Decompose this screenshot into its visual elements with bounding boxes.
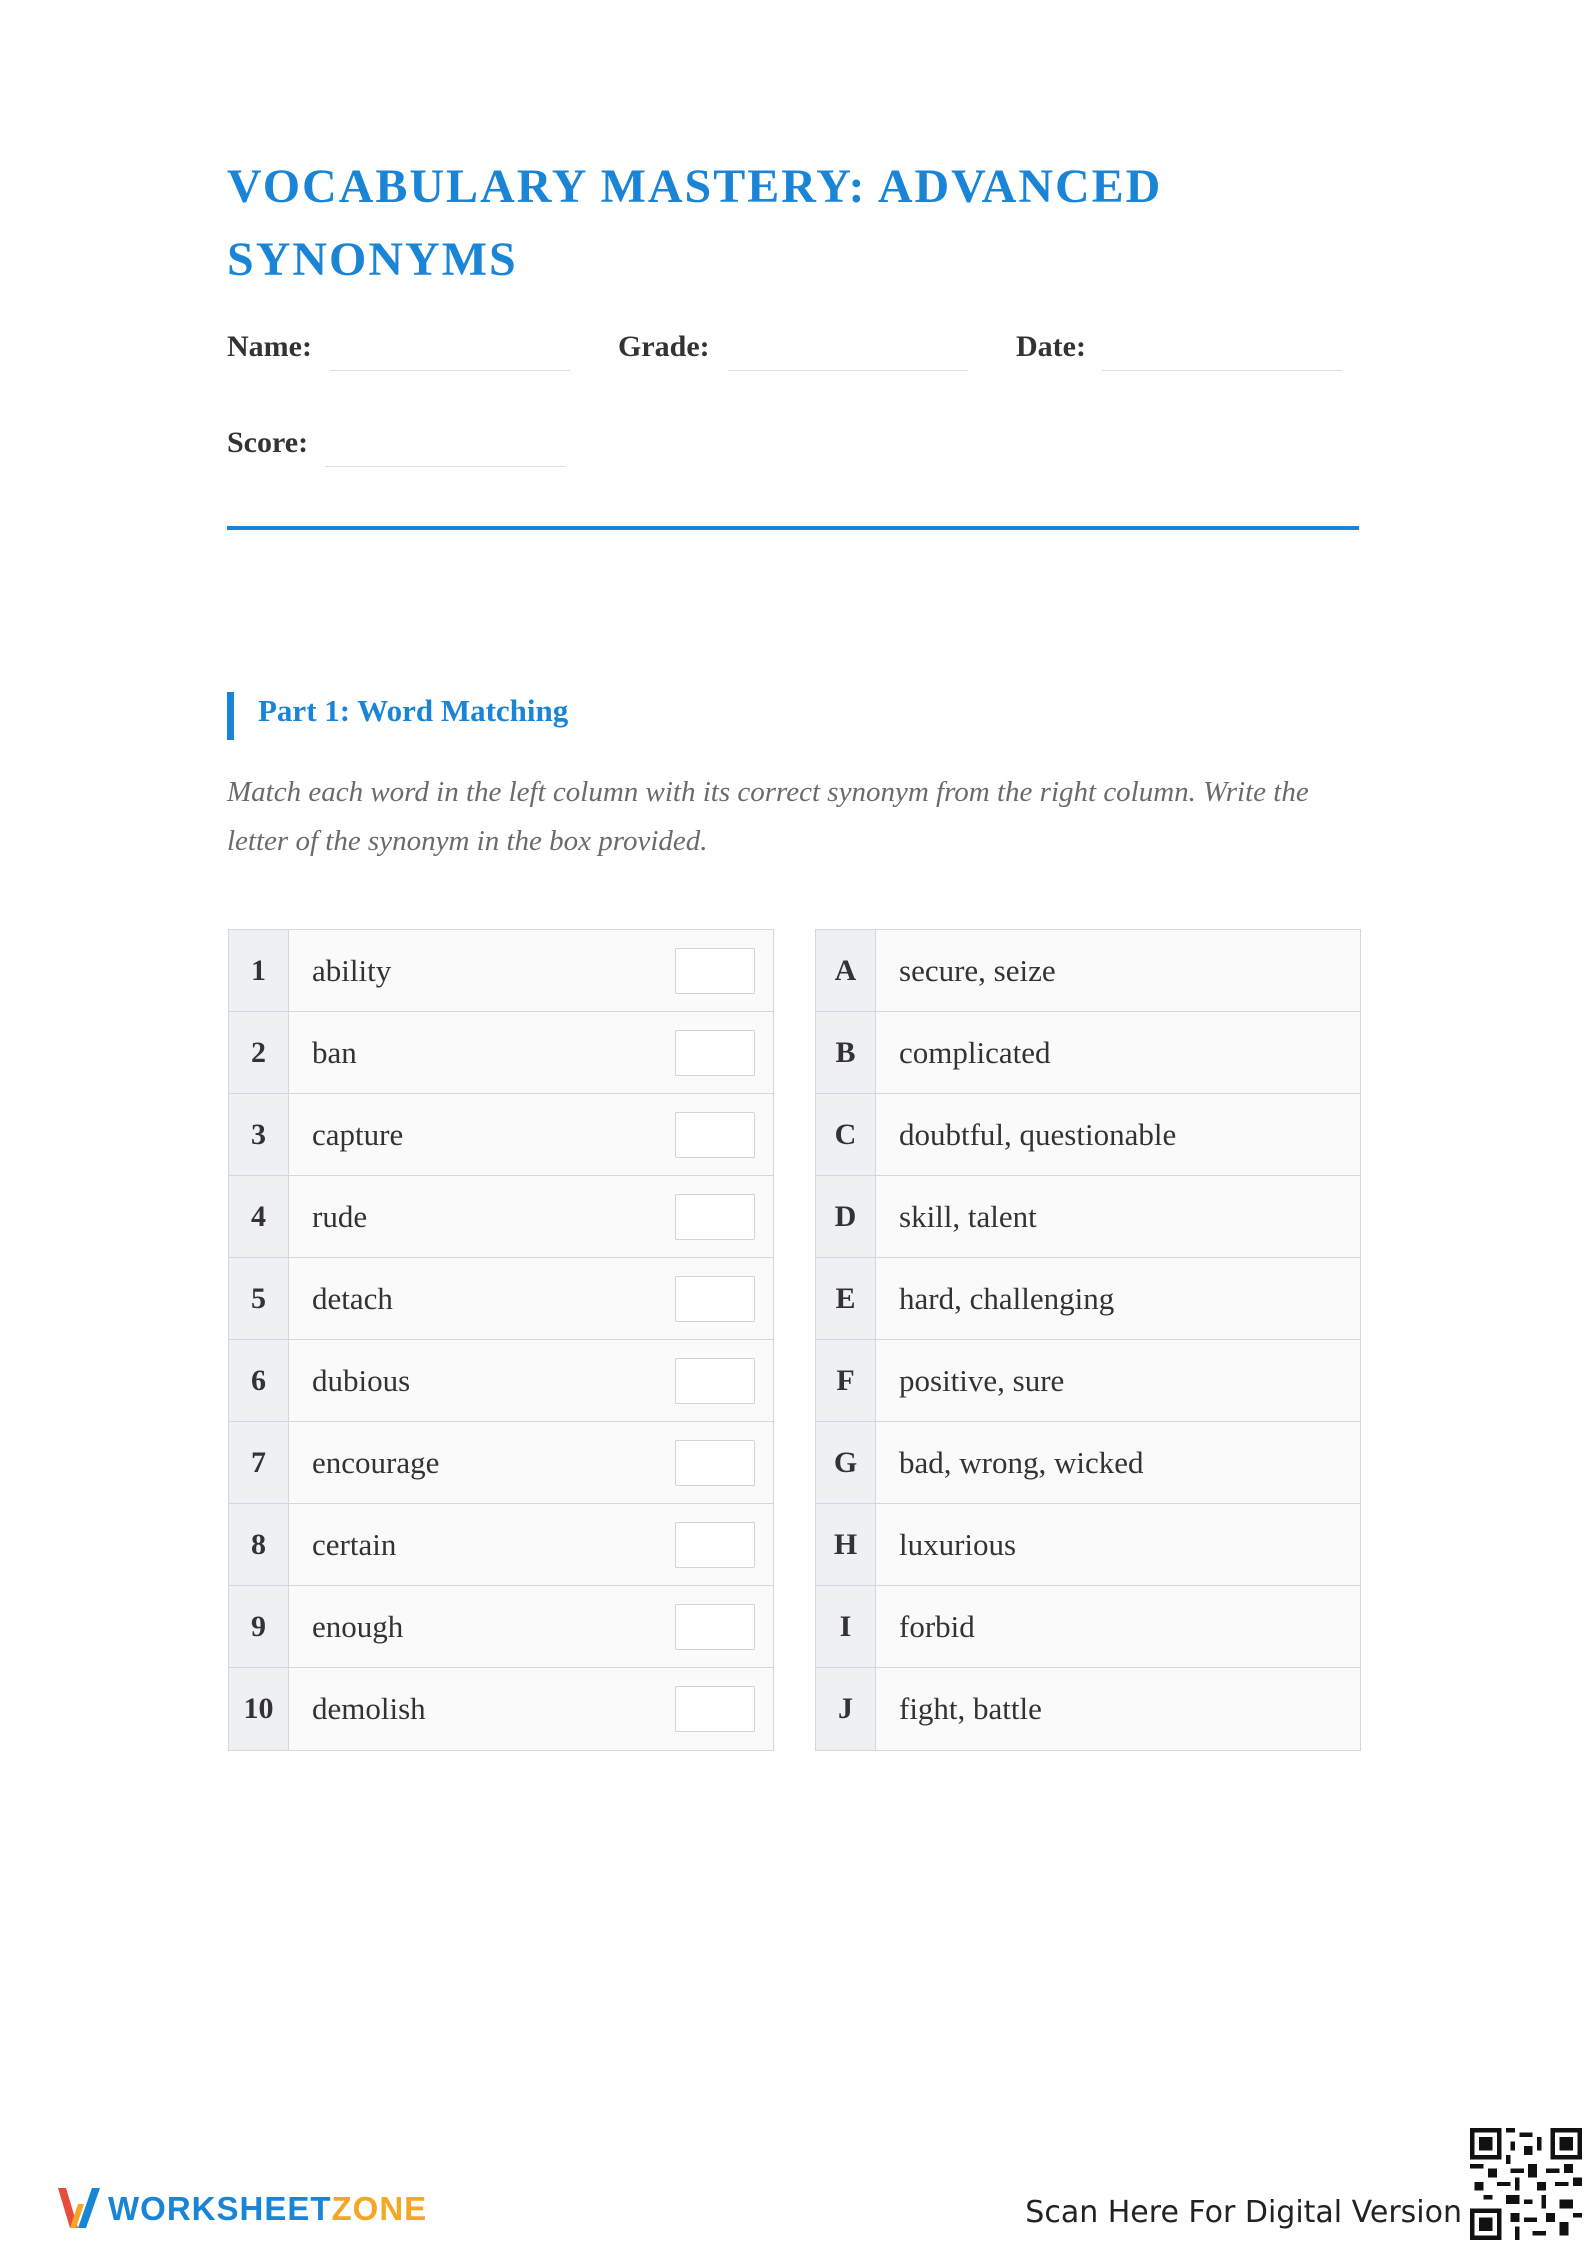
name-label: Name: (227, 330, 312, 363)
brand-name (108, 2190, 427, 2228)
word-number: 8 (229, 1504, 289, 1585)
answer-box[interactable] (675, 948, 755, 994)
synonym-text: secure, seize (899, 952, 1056, 988)
synonym-text: doubtful, questionable (899, 1116, 1177, 1152)
synonym-text: skill, talent (899, 1198, 1037, 1234)
word-text: capture (312, 1116, 404, 1152)
word-text: encourage (312, 1444, 440, 1480)
synonym-text: bad, wrong, wicked (899, 1444, 1144, 1480)
section-accent-bar (227, 692, 234, 740)
synonym-letter: I (816, 1586, 876, 1667)
word-row (229, 930, 773, 1012)
date-label: Date: (1016, 330, 1086, 363)
word-number: 10 (229, 1668, 289, 1750)
synonym-row (816, 1668, 1360, 1750)
words-table (228, 929, 774, 1751)
score-label: Score: (227, 426, 309, 459)
word-number: 3 (229, 1094, 289, 1175)
word-text: ban (312, 1034, 357, 1070)
word-row (229, 1422, 773, 1504)
word-row (229, 1258, 773, 1340)
grade-field[interactable] (728, 370, 968, 371)
word-number: 2 (229, 1012, 289, 1093)
answer-box[interactable] (675, 1522, 755, 1568)
synonym-letter: F (816, 1340, 876, 1421)
answer-box[interactable] (675, 1686, 755, 1732)
word-number: 6 (229, 1340, 289, 1421)
synonym-text: fight, battle (899, 1691, 1042, 1726)
answer-box[interactable] (675, 1112, 755, 1158)
synonym-row (816, 1094, 1360, 1176)
answer-box[interactable] (675, 1030, 755, 1076)
word-text: certain (312, 1526, 397, 1562)
date-field[interactable] (1102, 370, 1342, 371)
answer-box[interactable] (675, 1358, 755, 1404)
word-text: dubious (312, 1362, 411, 1398)
word-text: enough (312, 1608, 404, 1644)
word-text: rude (312, 1198, 368, 1234)
word-text: demolish (312, 1691, 426, 1726)
word-row (229, 1176, 773, 1258)
score-field[interactable] (325, 466, 565, 467)
synonym-row (816, 1586, 1360, 1668)
brand-part-1: WORKSHEET (108, 2190, 332, 2227)
answer-box[interactable] (675, 1276, 755, 1322)
name-field[interactable] (330, 370, 570, 371)
synonym-letter: J (816, 1668, 876, 1750)
synonym-letter: B (816, 1012, 876, 1093)
synonym-row (816, 1340, 1360, 1422)
synonym-text: hard, challenging (899, 1280, 1115, 1316)
word-number: 4 (229, 1176, 289, 1257)
synonym-text: positive, sure (899, 1362, 1065, 1398)
synonym-row (816, 1176, 1360, 1258)
scan-text: Scan Here For Digital Version (1025, 2195, 1462, 2230)
word-number: 7 (229, 1422, 289, 1503)
synonym-letter: C (816, 1094, 876, 1175)
word-number: 9 (229, 1586, 289, 1667)
answer-box[interactable] (675, 1440, 755, 1486)
worksheet-title: VOCABULARY MASTERY: ADVANCED SYNONYMS (227, 160, 1163, 286)
synonym-row (816, 1258, 1360, 1340)
word-row (229, 1094, 773, 1176)
qr-code-icon[interactable] (1470, 2128, 1582, 2240)
word-number: 5 (229, 1258, 289, 1339)
header-divider (227, 526, 1359, 530)
synonym-row (816, 1504, 1360, 1586)
synonyms-table (815, 929, 1361, 1751)
section-title: Part 1: Word Matching (258, 693, 569, 728)
answer-box[interactable] (675, 1194, 755, 1240)
word-row (229, 1586, 773, 1668)
worksheetzone-logo-icon (56, 2182, 104, 2234)
brand-part-2: ZONE (331, 2190, 428, 2227)
word-row (229, 1504, 773, 1586)
grade-label: Grade: (618, 330, 710, 363)
answer-box[interactable] (675, 1604, 755, 1650)
word-text: detach (312, 1280, 393, 1316)
synonym-letter: D (816, 1176, 876, 1257)
word-row (229, 1012, 773, 1094)
synonym-row (816, 1012, 1360, 1094)
word-text: ability (312, 952, 392, 988)
synonym-text: complicated (899, 1034, 1051, 1070)
synonym-letter: G (816, 1422, 876, 1503)
synonym-row (816, 1422, 1360, 1504)
instructions: Match each word in the left column with its correct synonym from the right column. Write the letter of the synonym in the box provided. (227, 776, 1309, 857)
synonym-text: luxurious (899, 1526, 1017, 1562)
synonym-text: forbid (899, 1608, 975, 1644)
synonym-letter: A (816, 930, 876, 1011)
synonym-letter: H (816, 1504, 876, 1585)
synonym-letter: E (816, 1258, 876, 1339)
synonym-row (816, 930, 1360, 1012)
word-row (229, 1340, 773, 1422)
word-row (229, 1668, 773, 1750)
word-number: 1 (229, 930, 289, 1011)
